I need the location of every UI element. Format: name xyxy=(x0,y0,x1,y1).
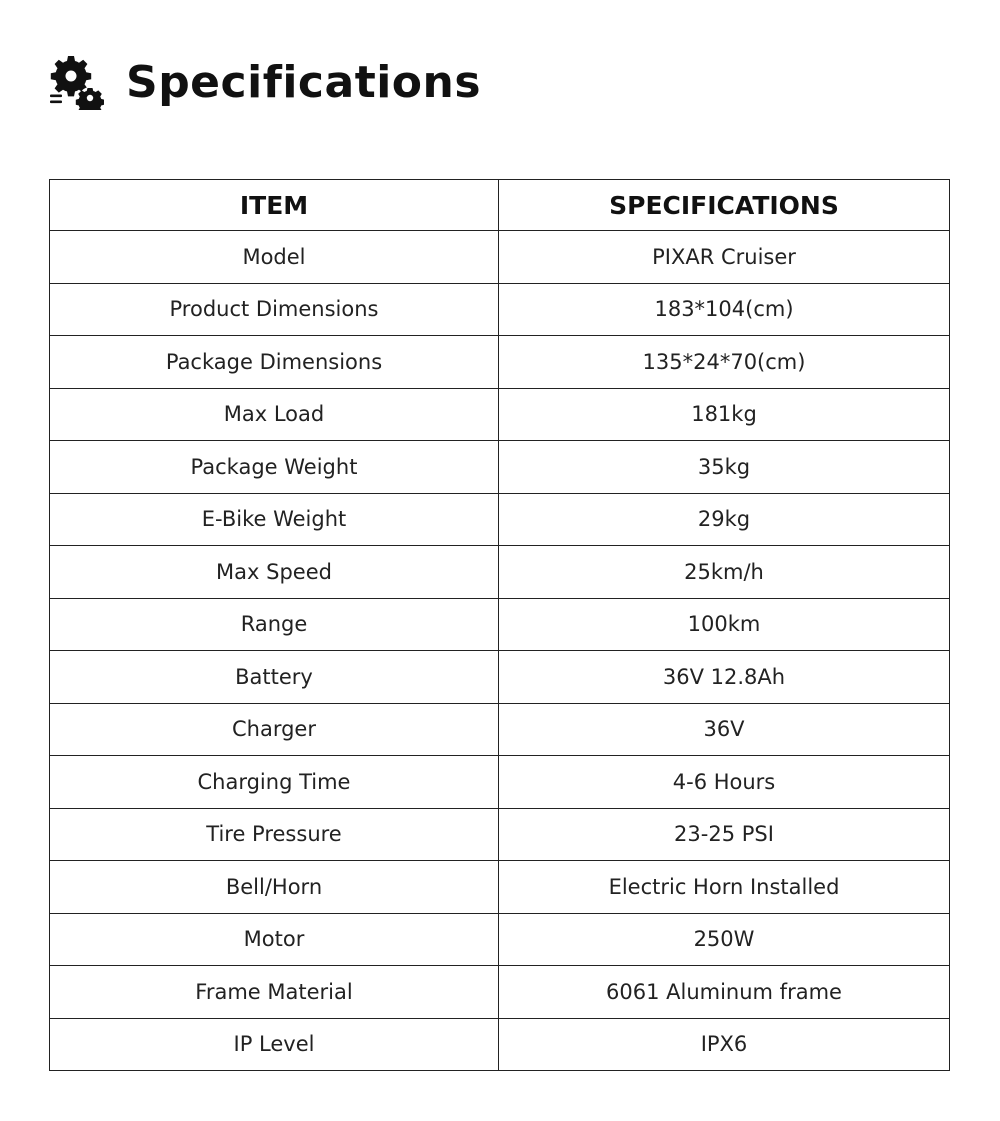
table-row xyxy=(50,756,950,809)
spec-cell: 25km/h xyxy=(499,546,950,599)
spec-cell: 250W xyxy=(499,913,950,966)
table-row xyxy=(50,441,950,494)
table-row xyxy=(50,913,950,966)
table-row xyxy=(50,283,950,336)
table-row xyxy=(50,546,950,599)
table-row xyxy=(50,861,950,914)
item-cell: Product Dimensions xyxy=(50,283,499,336)
gears-settings-icon xyxy=(48,54,104,110)
item-cell: IP Level xyxy=(50,1018,499,1071)
column-header-specifications: SPECIFICATIONS xyxy=(499,180,950,231)
item-cell: Max Load xyxy=(50,388,499,441)
table-row xyxy=(50,598,950,651)
spec-cell: PIXAR Cruiser xyxy=(499,231,950,284)
item-cell: Bell/Horn xyxy=(50,861,499,914)
specifications-table xyxy=(49,179,950,1071)
table-row xyxy=(50,231,950,284)
item-cell: Max Speed xyxy=(50,546,499,599)
spec-cell: 183*104(cm) xyxy=(499,283,950,336)
spec-cell: IPX6 xyxy=(499,1018,950,1071)
spec-cell: 36V xyxy=(499,703,950,756)
item-cell: Package Weight xyxy=(50,441,499,494)
spec-cell: 181kg xyxy=(499,388,950,441)
item-cell: Charger xyxy=(50,703,499,756)
item-cell: Frame Material xyxy=(50,966,499,1019)
spec-cell: 36V 12.8Ah xyxy=(499,651,950,704)
table-header-row xyxy=(50,180,950,231)
column-header-item: ITEM xyxy=(50,180,499,231)
table-row xyxy=(50,966,950,1019)
item-cell: Battery xyxy=(50,651,499,704)
table-row xyxy=(50,493,950,546)
item-cell: Range xyxy=(50,598,499,651)
table-row xyxy=(50,651,950,704)
table-row xyxy=(50,703,950,756)
table-row xyxy=(50,388,950,441)
table-row xyxy=(50,808,950,861)
spec-cell: 29kg xyxy=(499,493,950,546)
spec-cell: 135*24*70(cm) xyxy=(499,336,950,389)
item-cell: Charging Time xyxy=(50,756,499,809)
spec-cell: 35kg xyxy=(499,441,950,494)
item-cell: E-Bike Weight xyxy=(50,493,499,546)
item-cell: Motor xyxy=(50,913,499,966)
item-cell: Model xyxy=(50,231,499,284)
item-cell: Package Dimensions xyxy=(50,336,499,389)
spec-cell: 4-6 Hours xyxy=(499,756,950,809)
spec-cell: 23-25 PSI xyxy=(499,808,950,861)
spec-cell: 6061 Aluminum frame xyxy=(499,966,950,1019)
page-header xyxy=(48,52,481,112)
item-cell: Tire Pressure xyxy=(50,808,499,861)
page-title: Specifications xyxy=(126,56,482,108)
spec-cell: Electric Horn Installed xyxy=(499,861,950,914)
spec-cell: 100km xyxy=(499,598,950,651)
table-row xyxy=(50,1018,950,1071)
table-row xyxy=(50,336,950,389)
